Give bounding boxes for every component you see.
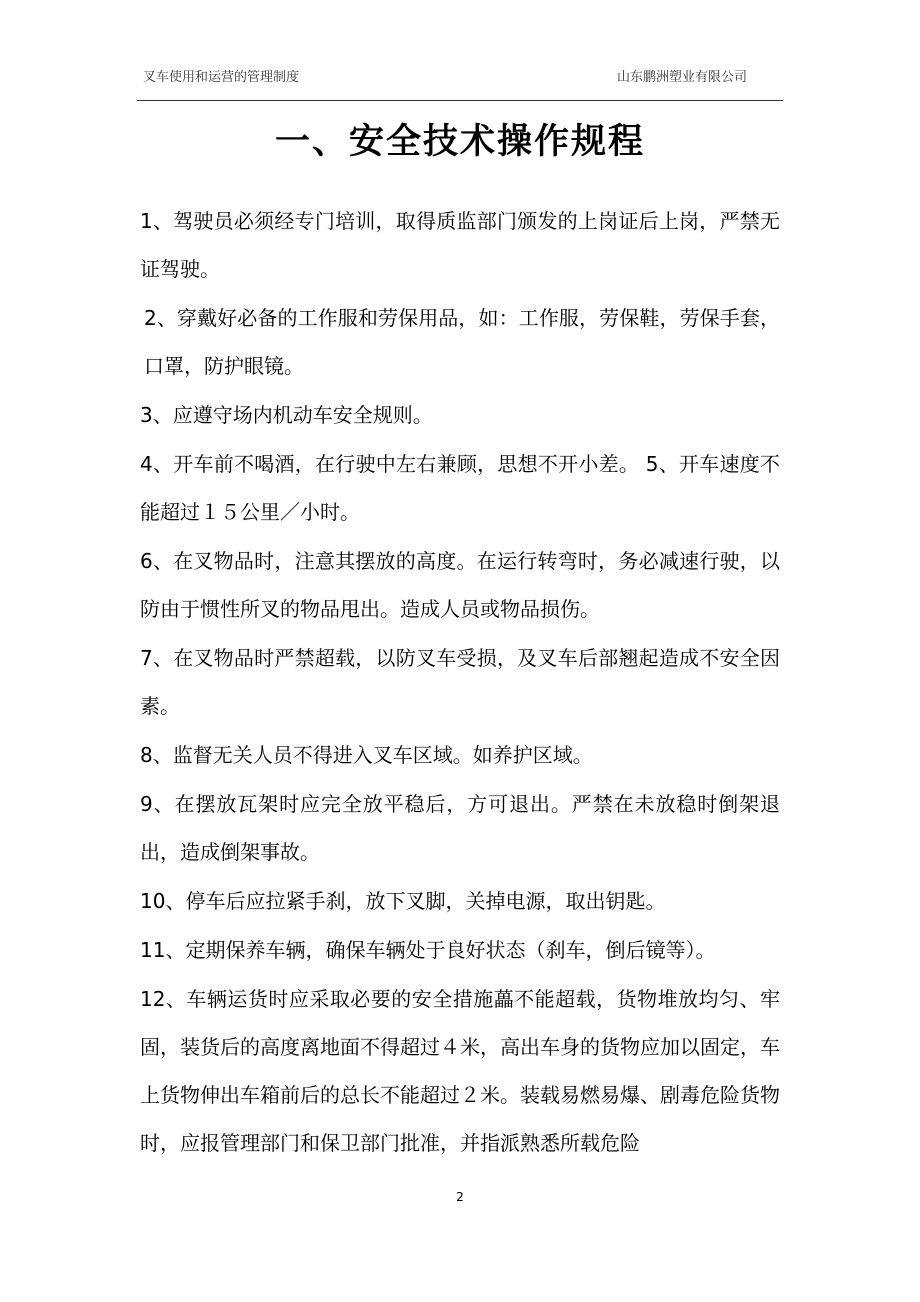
paragraph-7: 7、在叉物品时严禁超载，以防叉车受损，及叉车后部翘起造成不安全因素。 <box>140 646 780 718</box>
section-title: 一、安全技术操作规程 <box>274 122 645 162</box>
paragraph-6: 6、在叉物品时，注意其摆放的高度。在运行转弯时，务必减速行驶，以防由于惯性所叉的物品甩出。造成人员或物品损伤。 <box>140 549 780 621</box>
paragraph-12: 12、车辆运货时应采取必要的安全措施藟不能超载，货物堆放均匀、牢固，装货后的高度离地面不得超过４米，高出车身的货物应加以固定，车上货物伸出车箱前后的总长不能超过２米。装载易燃易爆、剧毒危险货物时，应报管理部门和保卫部门批准，并指派熟悉所载危险 <box>140 987 780 1155</box>
paragraph-3: 3、应遵守场内机动车安全规则。 <box>140 403 433 427</box>
header-document-title: 叉车使用和运营的管理制度 <box>143 70 300 85</box>
page-number: 2 <box>456 1190 464 1204</box>
paragraph-1: 1、驾驶员必须经专门培训，取得质监部门颁发的上岗证后上岗，严禁无证驾驶。 <box>140 209 780 281</box>
paragraph-4: 4、开车前不喝酒，在行驶中左右兼顾，思想不开小差。 5、开车速度不能超过１５公里／小时。 <box>140 452 780 524</box>
paragraph-11: 11、定期保养车辆，确保车辆处于良好状态（刹车，倒后镜等）。 <box>140 938 716 962</box>
paragraph-10: 10、停车后应拉紧手刹，放下叉脚，关掉电源，取出钥匙。 <box>140 889 666 913</box>
header-divider <box>137 100 783 101</box>
paragraph-2: 2、穿戴好必备的工作服和劳保用品，如：工作服，劳保鞋，劳保手套，口罩，防护眼镜。 <box>144 306 780 378</box>
page-header <box>137 64 783 90</box>
paragraph-8: 8、监督无关人员不得进入叉车区域。如养护区域。 <box>140 743 593 767</box>
paragraph-9: 9、在摆放瓦架时应完全放平稳后，方可退出。严禁在未放稳时倒架退出，造成倒架事故。 <box>140 792 780 864</box>
document-body <box>140 197 780 1168</box>
header-company-name: 山东鹏洲塑业有限公司 <box>616 70 747 85</box>
